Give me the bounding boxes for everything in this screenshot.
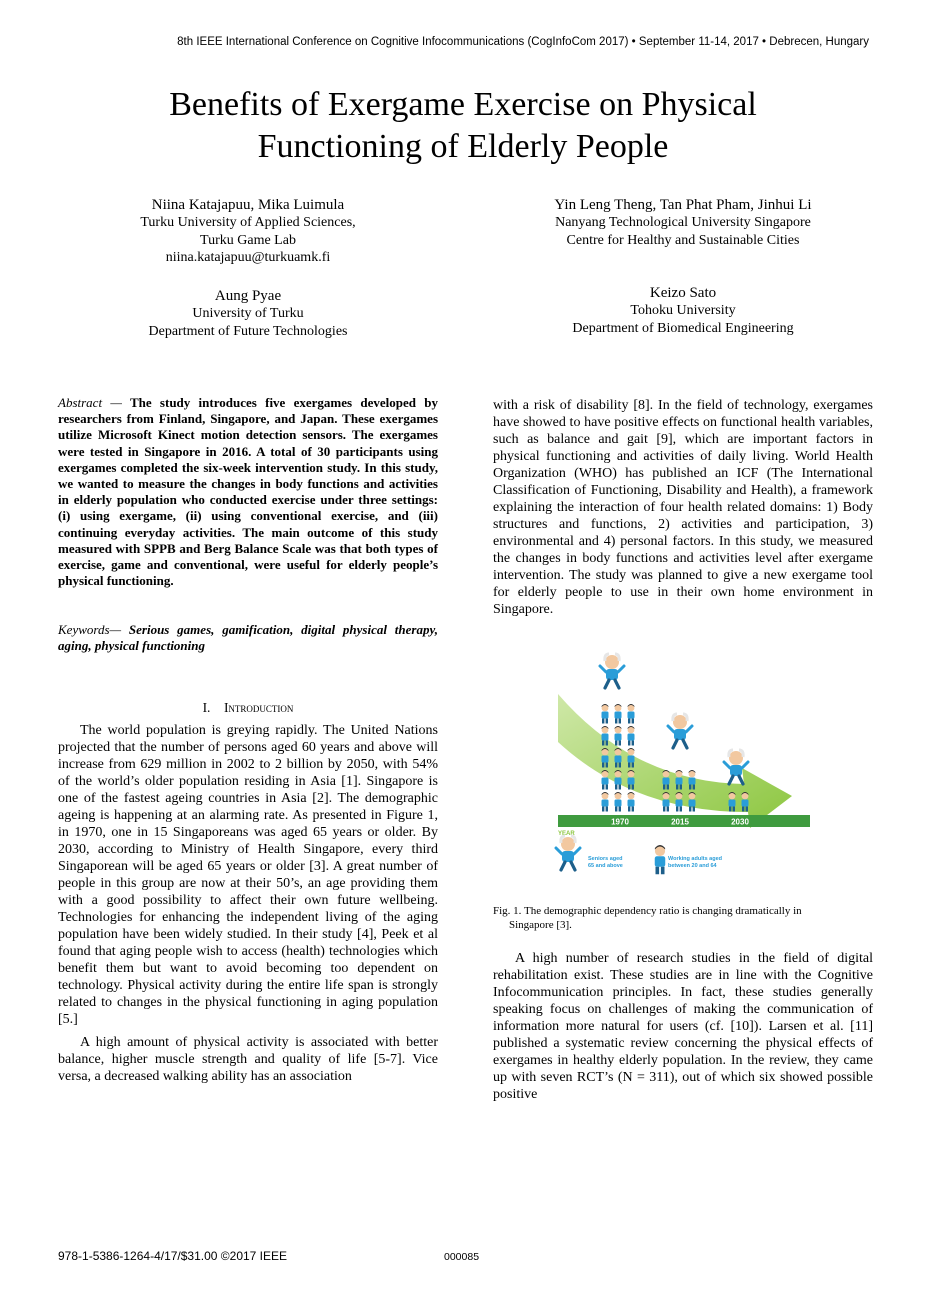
author-affiliation: Turku Game Lab [200, 232, 296, 248]
abstract-text: The study introduces five exergames developed by researchers from Finland, Singapore, and Japan. These exergames utilize Microsoft Kinect motion detection sensors. The exergames were tested in Singapore in 2016. A total of 30 participants using exergames completed the six-week intervention study. In this study, we wanted to measure the changes in body functions and activities in elderly population who conducted exercise under three settings: (i) using exergame, (ii) using conventional exercise, and (iii) continuing everyday activities. The main outcome of this study measured with SPPB and Berg Balance Scale was that both types of exercise, game and conventional, were useful for elderly people’s physical functioning. [58, 395, 438, 589]
author-affiliation: Tohoku University [630, 303, 736, 318]
figure-1-demographic-chart [554, 652, 814, 886]
adult-icon [655, 845, 666, 874]
paragraph: A high number of research studies in the field of digital rehabilitation exist. These studies are in line with the Cognitive Infocommunication principles. In fact, these studies generally speaking focus on challenges of making the communication of information more natural for users (cf. [10]). Larsen et al. [11] published a systematic review concerning the physical effects of exergames in healthy elderly population. In the review, they came up with seven RCT’s (N = 311), out of which six showed possible positive [493, 951, 873, 1102]
senior-icon [668, 714, 692, 748]
author-email: niina.katajapuu@turkuamk.fi [165, 250, 331, 265]
author-block-1 [58, 196, 438, 267]
author-affiliation: Centre for Healthy and Sustainable Cities [566, 232, 800, 248]
keywords-text: Serious games, gamification, digital physical therapy, aging, physical functioning [58, 622, 439, 654]
legend-working-line1: Working adults aged [668, 856, 722, 862]
author-block-4 [493, 284, 873, 337]
page-number: 000085 [444, 1251, 480, 1263]
year-label: 2015 [671, 817, 689, 827]
legend-senior-line1: Seniors aged [588, 856, 623, 862]
caption-line: Fig. 1. The demographic dependency ratio is changing dramatically in [493, 905, 802, 917]
introduction-text [58, 722, 438, 1085]
author-affiliation: Department of Biomedical Engineering [572, 320, 794, 336]
right-column-top [493, 397, 873, 618]
keywords-label: Keywords— [58, 622, 122, 637]
axis-label: YEAR [558, 831, 575, 837]
author-affiliation: Nanyang Technological University Singapore [555, 215, 811, 230]
senior-icon [556, 836, 580, 870]
footer-isbn: 978-1-5386-1264-4/17/$31.00 ©2017 IEEE [58, 1249, 288, 1263]
author-names: Aung Pyae [214, 288, 282, 304]
author-affiliation: University of Turku [192, 306, 304, 321]
legend-working-line2: between 20 and 64 [668, 863, 717, 869]
author-names: Keizo Sato [649, 285, 717, 301]
right-column-bottom [493, 950, 873, 1103]
figure-caption [493, 904, 873, 932]
author-affiliation: Turku University of Applied Sciences, [140, 215, 356, 230]
author-block-2 [493, 196, 873, 249]
adults-1970 [602, 704, 635, 812]
senior-icon [600, 654, 624, 688]
section-title: Introduction [223, 700, 294, 715]
legend-senior-line2: 65 and above [588, 863, 623, 869]
section-number: I. [202, 700, 211, 715]
conference-header: 8th IEEE International Conference on Cognitive Infocommunications (CogInfoCom 2017) • September 11-14, 2017 • Debrecen, Hungary [177, 36, 869, 48]
author-names: Yin Leng Theng, Tan Phat Pham, Jinhui Li [554, 197, 812, 213]
abstract [58, 395, 438, 589]
title-line-2: Functioning of Elderly People [257, 128, 669, 165]
section-heading [58, 700, 438, 716]
year-label: 2030 [731, 817, 749, 827]
paragraph: The world population is greying rapidly. The United Nations projected that the number of persons aged 60 years and above will increase from 629 million in 2002 to 2 billion by 2050, with 54% of the world’s older population residing in Asia [1]. Singapore is one of the fastest ageing countries in Asia [2]. The demographic ageing is happening at an alarming rate. As presented in Figure 1, in 1970, one in 15 Singaporeans was aged 65 years or older. By 2030, according to Ministry of Health Singapore, every third Singaporean will be aged 65 years or older [3]. A great number of people in this group are now at their 50’s, an age providing them with a good possibility to affect their own future wellbeing. Technologies for enhancing the independent living of the aging population have been widely studied. In their study [4], Peek et al found that aging people wish to access (health) technologies which benefit them but want to avoid becoming too dependent on technology. Physical activity during the entire life span is strongly related to changes in the physical functioning in aging population [5.] [58, 723, 438, 1027]
paragraph: with a risk of disability [8]. In the field of technology, exergames have showed to have positive effects on functional health variables, such as balance and gait [9], which are important factors in physical functioning and activities of daily living. World Health Organization (WHO) has published an ICF (The International Classification of Functioning, Disability and Health), a framework explaining the interaction of four health related domains: 1) Body structures and functions, 2) activities and participation, 3) environmental and 4) personal factors. In this study, we measured the changes in body functions and activities level after exergame intervention. The study was planned to give a new exergame tool for elderly people to use in their own home environment in Singapore. [493, 398, 873, 617]
author-names: Niina Katajapuu, Mika Luimula [151, 197, 345, 213]
keywords [58, 622, 438, 654]
abstract-label: Abstract — [58, 395, 122, 410]
author-block-3 [58, 287, 438, 340]
caption-line: Singapore [3]. [509, 919, 572, 931]
paragraph: A high amount of physical activity is associated with better balance, higher muscle strength and quality of life [5-7]. Vice versa, a decreased walking ability has an association [58, 1035, 438, 1084]
author-affiliation: Department of Future Technologies [148, 323, 348, 339]
title-line-1: Benefits of Exergame Exercise on Physical [169, 86, 757, 123]
year-label: 1970 [611, 817, 629, 827]
paper-title [0, 84, 926, 168]
